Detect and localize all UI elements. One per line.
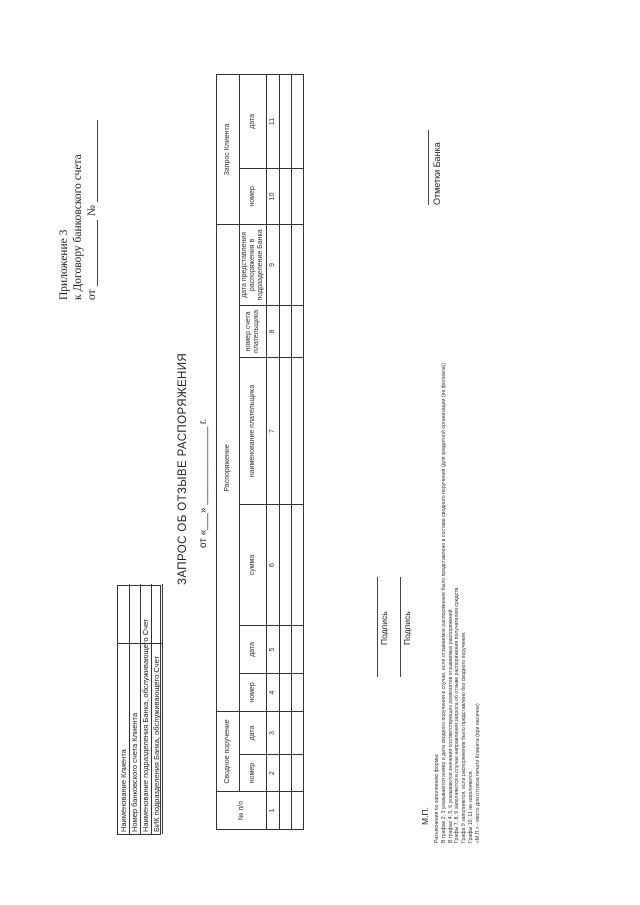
appendix-number-label: № (86, 205, 98, 216)
table-cell (280, 625, 292, 673)
column-number: 3 (267, 711, 280, 754)
request-table (216, 74, 304, 830)
table-cell (292, 755, 304, 792)
sub-header-nomer: номер (240, 168, 267, 224)
table-cell (292, 168, 304, 224)
column-number: 4 (267, 673, 280, 711)
column-number: 11 (267, 74, 280, 168)
note-line: В графах 2, 3 указываются номер и дата сводного поручения в случае, если отзываемое распоряжение было представлено в составе сводного поручения (для кредитной организации (ее филиала)) (440, 362, 447, 843)
table-cell (280, 224, 292, 305)
column-number: 5 (267, 625, 280, 673)
appendix-date-line (97, 220, 98, 286)
client-field: БИК подразделения Банка, обслуживающего Счет (151, 584, 163, 834)
client-field: Наименование подразделения Банка, обслуживающего Счет (140, 584, 152, 834)
sub-header-data: дата (240, 711, 267, 754)
signature-label-1: Подпись (379, 611, 389, 645)
bank-marks-line (428, 130, 429, 205)
sub-header-data: дата (240, 625, 267, 673)
table-cell (280, 792, 292, 830)
table-cell (292, 792, 304, 830)
table-cell (280, 305, 292, 357)
table-cell (292, 305, 304, 357)
table-cell (280, 755, 292, 792)
appendix-number-line (97, 120, 98, 202)
signature-line-1 (377, 577, 378, 677)
table-cell (292, 673, 304, 711)
group-header-rasporyazhenie: Распоряжение (217, 224, 240, 711)
sub-header-presentation-date: дата представления распоряжения в подразделение Банка (240, 224, 267, 305)
note-line: «М.П.» - место для оттиска печати Клиента (при наличии) (474, 703, 481, 843)
column-number: 1 (267, 792, 280, 830)
sub-header-payer-account: номер счета плательщика (240, 305, 267, 357)
sub-header-data: дата (240, 74, 267, 168)
table-cell (292, 625, 304, 673)
table-cell (280, 74, 292, 168)
client-field: Наименование Клиента (118, 584, 130, 834)
table-cell (292, 357, 304, 504)
document-date-line: от «___» ______________ г. (198, 418, 209, 548)
client-field: Номер банковского счета Клиента (129, 584, 141, 834)
column-number: 6 (267, 504, 280, 625)
group-header-zapros: Запрос Клиента (217, 74, 240, 224)
signature-line-2 (400, 577, 401, 677)
sub-header-summa: сумма (240, 504, 267, 625)
signature-label-2: Подпись (402, 611, 412, 645)
note-line: Разъяснения по заполнению формы: (434, 753, 440, 843)
table-subheader-row (240, 74, 267, 829)
table-cell (280, 673, 292, 711)
appendix-title: Приложение 3 (58, 229, 70, 300)
column-number: 2 (267, 755, 280, 792)
bank-marks-label: Отметки Банка (432, 142, 442, 205)
sub-header-payer-name: наименование плательщика (240, 357, 267, 504)
table-header-row (217, 74, 240, 829)
filling-notes (434, 363, 482, 843)
column-number: 7 (267, 357, 280, 504)
table-row (280, 74, 292, 829)
note-line: Графы 10, 11 не заполняются. (467, 770, 474, 843)
appendix-subtitle: к Договору банковского счета (72, 154, 84, 300)
column-number: 8 (267, 305, 280, 357)
note-line: Графа 9 заполняется, если распоряжение было представлено без сводного поручения. (461, 631, 468, 843)
sub-header-nomer: номер (240, 673, 267, 711)
appendix-from-label: от (86, 289, 98, 300)
table-cell (280, 357, 292, 504)
note-line: Графы 7, 8, 9 заполняются в случае направления запроса об отзыве распоряжения получателем средств. (454, 586, 461, 843)
table-cell (280, 711, 292, 754)
table-row (292, 74, 304, 829)
client-info-box (117, 585, 161, 835)
document-title: ЗАПРОС ОБ ОТЗЫВЕ РАСПОРЯЖЕНИЯ (177, 352, 189, 585)
col-header-no: № п/п (217, 792, 267, 830)
note-line: В графах 4, 5, 6 указываются значения соответствующих реквизитов отзываемых распоряжений (447, 609, 454, 843)
table-cell (292, 74, 304, 168)
table-cell (292, 711, 304, 754)
table-cell (292, 504, 304, 625)
table-cell (292, 224, 304, 305)
column-number: 9 (267, 224, 280, 305)
group-header-svodnoe: Сводное поручение (217, 711, 240, 791)
column-number: 10 (267, 168, 280, 224)
client-box-divider (118, 643, 162, 644)
column-number-row (267, 74, 280, 829)
sub-header-nomer: номер (240, 755, 267, 792)
table-cell (280, 504, 292, 625)
stamp-place-label: М.П. (420, 807, 430, 825)
table-cell (280, 168, 292, 224)
